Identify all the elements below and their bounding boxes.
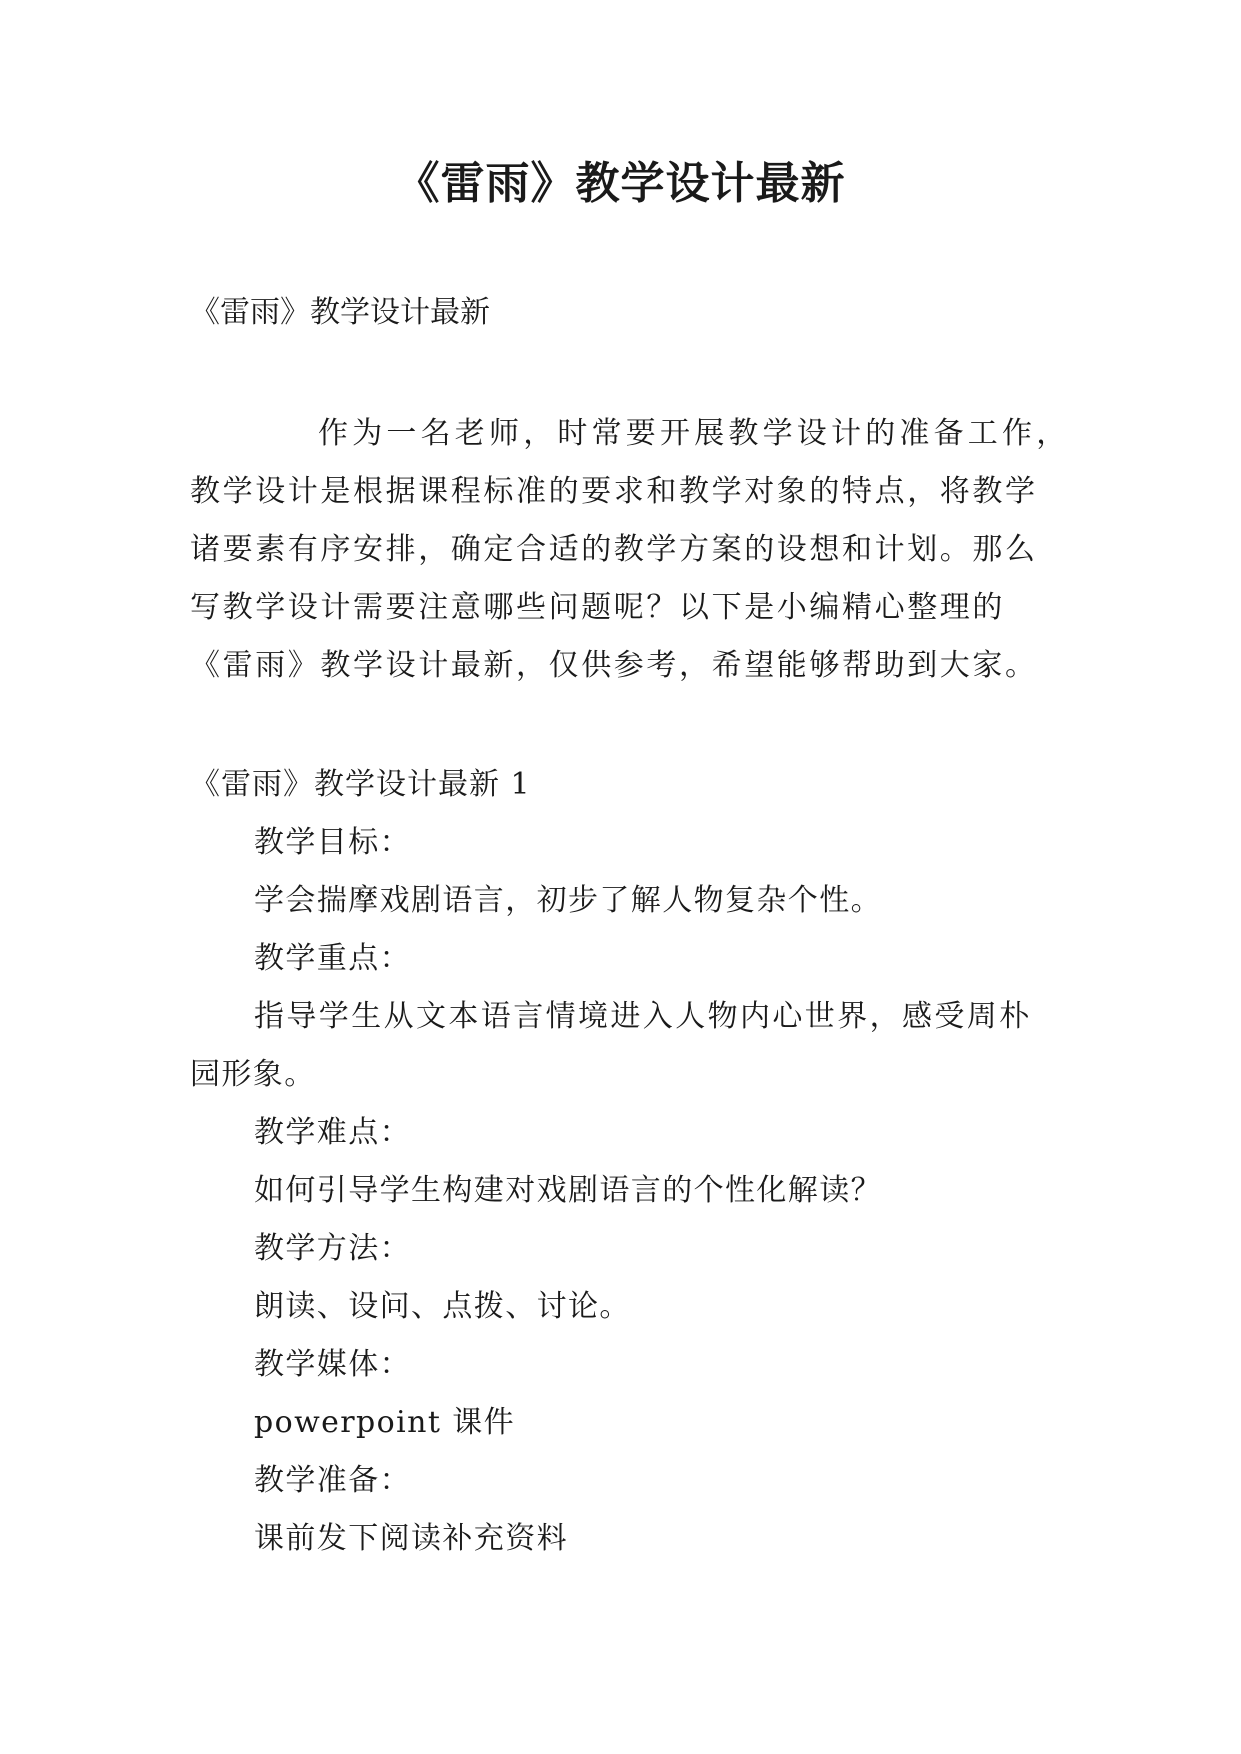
goal-text: 学会揣摩戏剧语言，初步了解人物复杂个性。 (254, 883, 882, 918)
document-subtitle: 《雷雨》教学设计最新 (190, 295, 490, 330)
media-text: powerpoint 课件 (254, 1405, 516, 1440)
intro-line: 诸要素有序安排，确定合适的教学方案的设想和计划。那么 (190, 532, 1038, 567)
key-text-continued: 园形象。 (190, 1057, 316, 1092)
intro-line: 作为一名老师，时常要开展教学设计的准备工作， (318, 416, 1071, 451)
document-title: 《雷雨》教学设计最新 (395, 158, 846, 209)
difficulty-text: 如何引导学生构建对戏剧语言的个性化解读？ (254, 1173, 882, 1208)
goal-label: 教学目标： (254, 825, 411, 860)
intro-line: 教学设计是根据课程标准的要求和教学对象的特点，将教学 (190, 474, 1038, 509)
method-label: 教学方法： (254, 1231, 411, 1266)
section-heading: 《雷雨》教学设计最新 1 (190, 767, 531, 802)
intro-line: 写教学设计需要注意哪些问题呢？以下是小编精心整理的 (190, 590, 1005, 625)
key-text: 指导学生从文本语言情境进入人物内心世界，感受周朴 (254, 999, 1032, 1034)
method-text: 朗读、设问、点拨、讨论。 (254, 1289, 631, 1324)
media-label: 教学媒体： (254, 1347, 411, 1382)
prep-label: 教学准备： (254, 1463, 411, 1498)
intro-line: 《雷雨》教学设计最新，仅供参考，希望能够帮助到大家。 (190, 648, 1038, 683)
section-1 (190, 756, 1070, 1568)
key-label: 教学重点： (254, 941, 411, 976)
intro-paragraph (190, 405, 1070, 695)
prep-text: 课前发下阅读补充资料 (254, 1521, 568, 1556)
difficulty-label: 教学难点： (254, 1115, 411, 1150)
